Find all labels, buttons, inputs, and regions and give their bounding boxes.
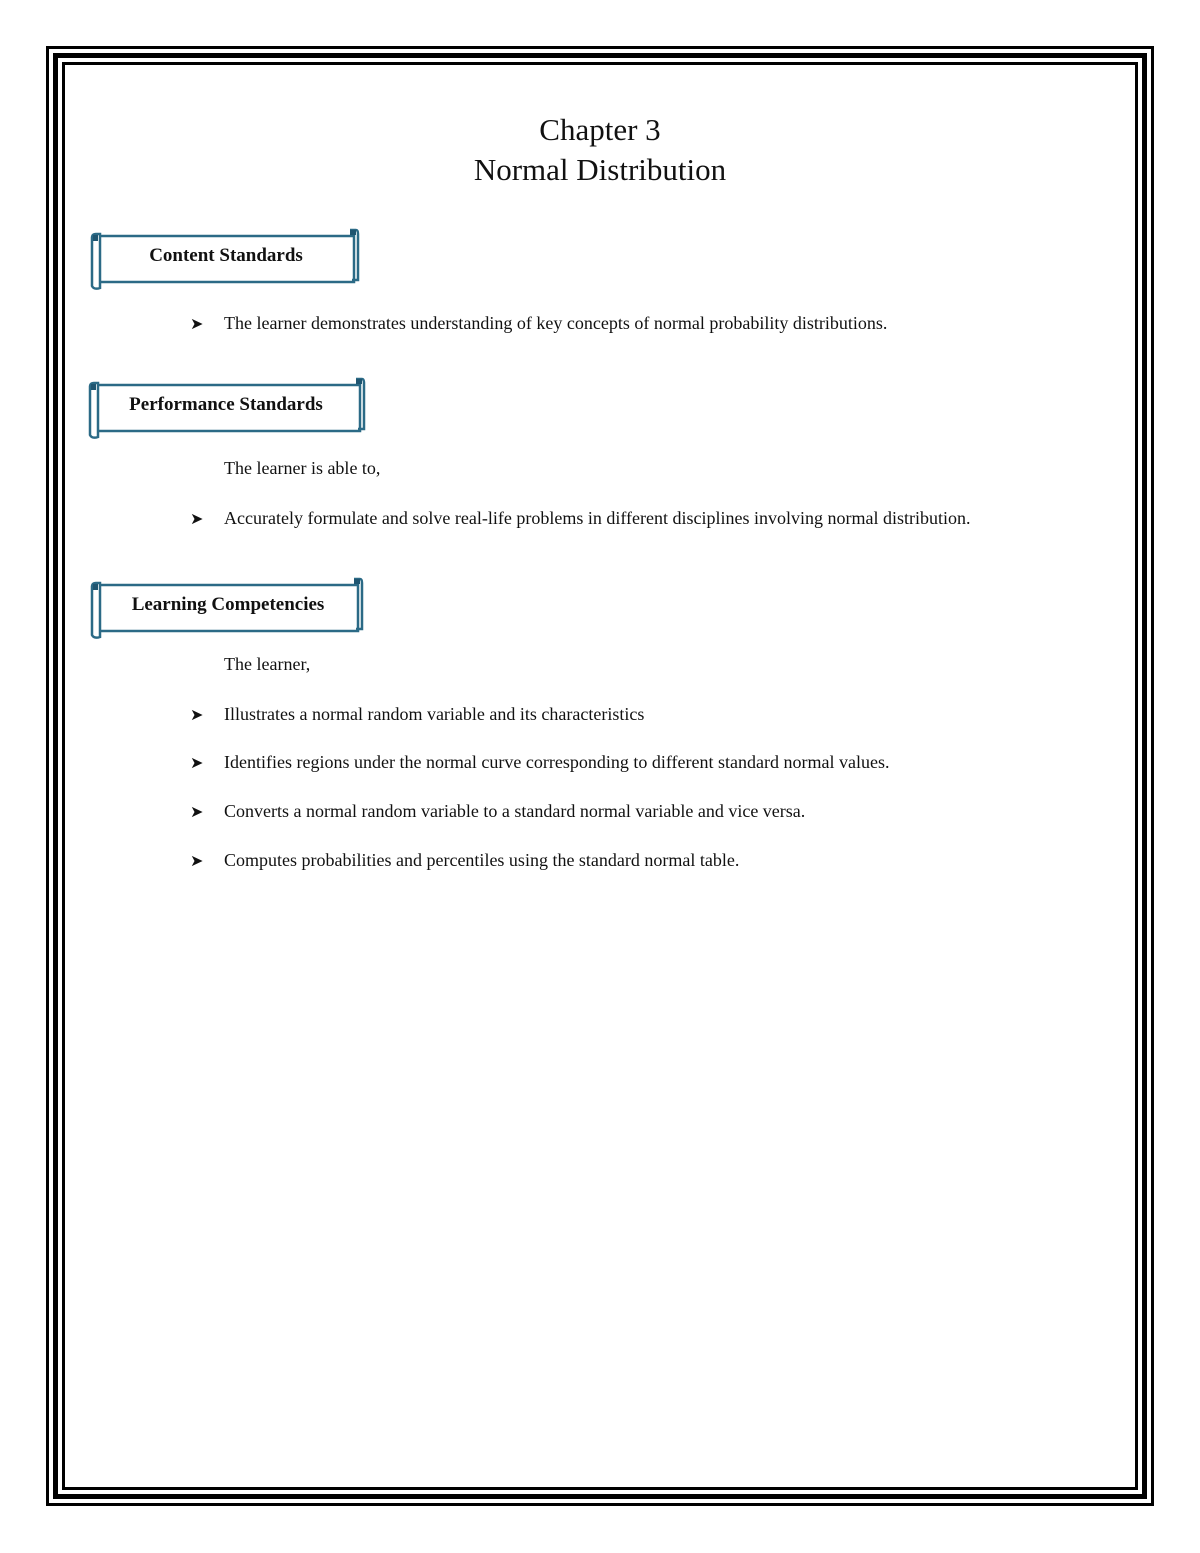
arrowhead-bullet-icon: ➤	[190, 511, 204, 528]
list-item	[190, 702, 644, 728]
arrowhead-bullet-icon: ➤	[190, 755, 204, 772]
bullet-text: Computes probabilities and percentiles using the standard normal table.	[224, 850, 740, 870]
performance-intro: The learner is able to,	[224, 458, 381, 478]
chapter-title: Normal Distribution	[473, 152, 727, 187]
performance-standards-banner	[86, 377, 366, 441]
bullet-text: The learner demonstrates understanding of key concepts of normal probability distributions.	[224, 313, 888, 333]
performance-standards-label: Performance Standards	[129, 394, 323, 415]
list-item	[190, 311, 887, 337]
competencies-intro: The learner,	[224, 654, 311, 674]
learning-competencies-label: Learning Competencies	[131, 594, 325, 615]
arrowhead-bullet-icon: ➤	[190, 316, 204, 333]
learning-competencies-banner	[88, 577, 364, 641]
list-item	[190, 848, 739, 874]
list-item	[190, 506, 970, 532]
content-standards-label: Content Standards	[149, 245, 303, 266]
bullet-text: Illustrates a normal random variable and its characteristics	[224, 704, 645, 724]
bullet-text: Accurately formulate and solve real-life problems in different disciplines involving normal distribution.	[224, 508, 971, 528]
arrowhead-bullet-icon: ➤	[190, 853, 204, 870]
list-item	[190, 750, 889, 776]
bullet-text: Converts a normal random variable to a standard normal variable and vice versa.	[224, 801, 806, 821]
content-standards-banner	[88, 228, 360, 292]
list-item	[190, 799, 805, 825]
chapter-number: Chapter 3	[539, 112, 661, 147]
arrowhead-bullet-icon: ➤	[190, 707, 204, 724]
chapter-title-block	[0, 110, 1200, 190]
bullet-text: Identifies regions under the normal curve corresponding to different standard normal values.	[224, 752, 890, 772]
arrowhead-bullet-icon: ➤	[190, 804, 204, 821]
